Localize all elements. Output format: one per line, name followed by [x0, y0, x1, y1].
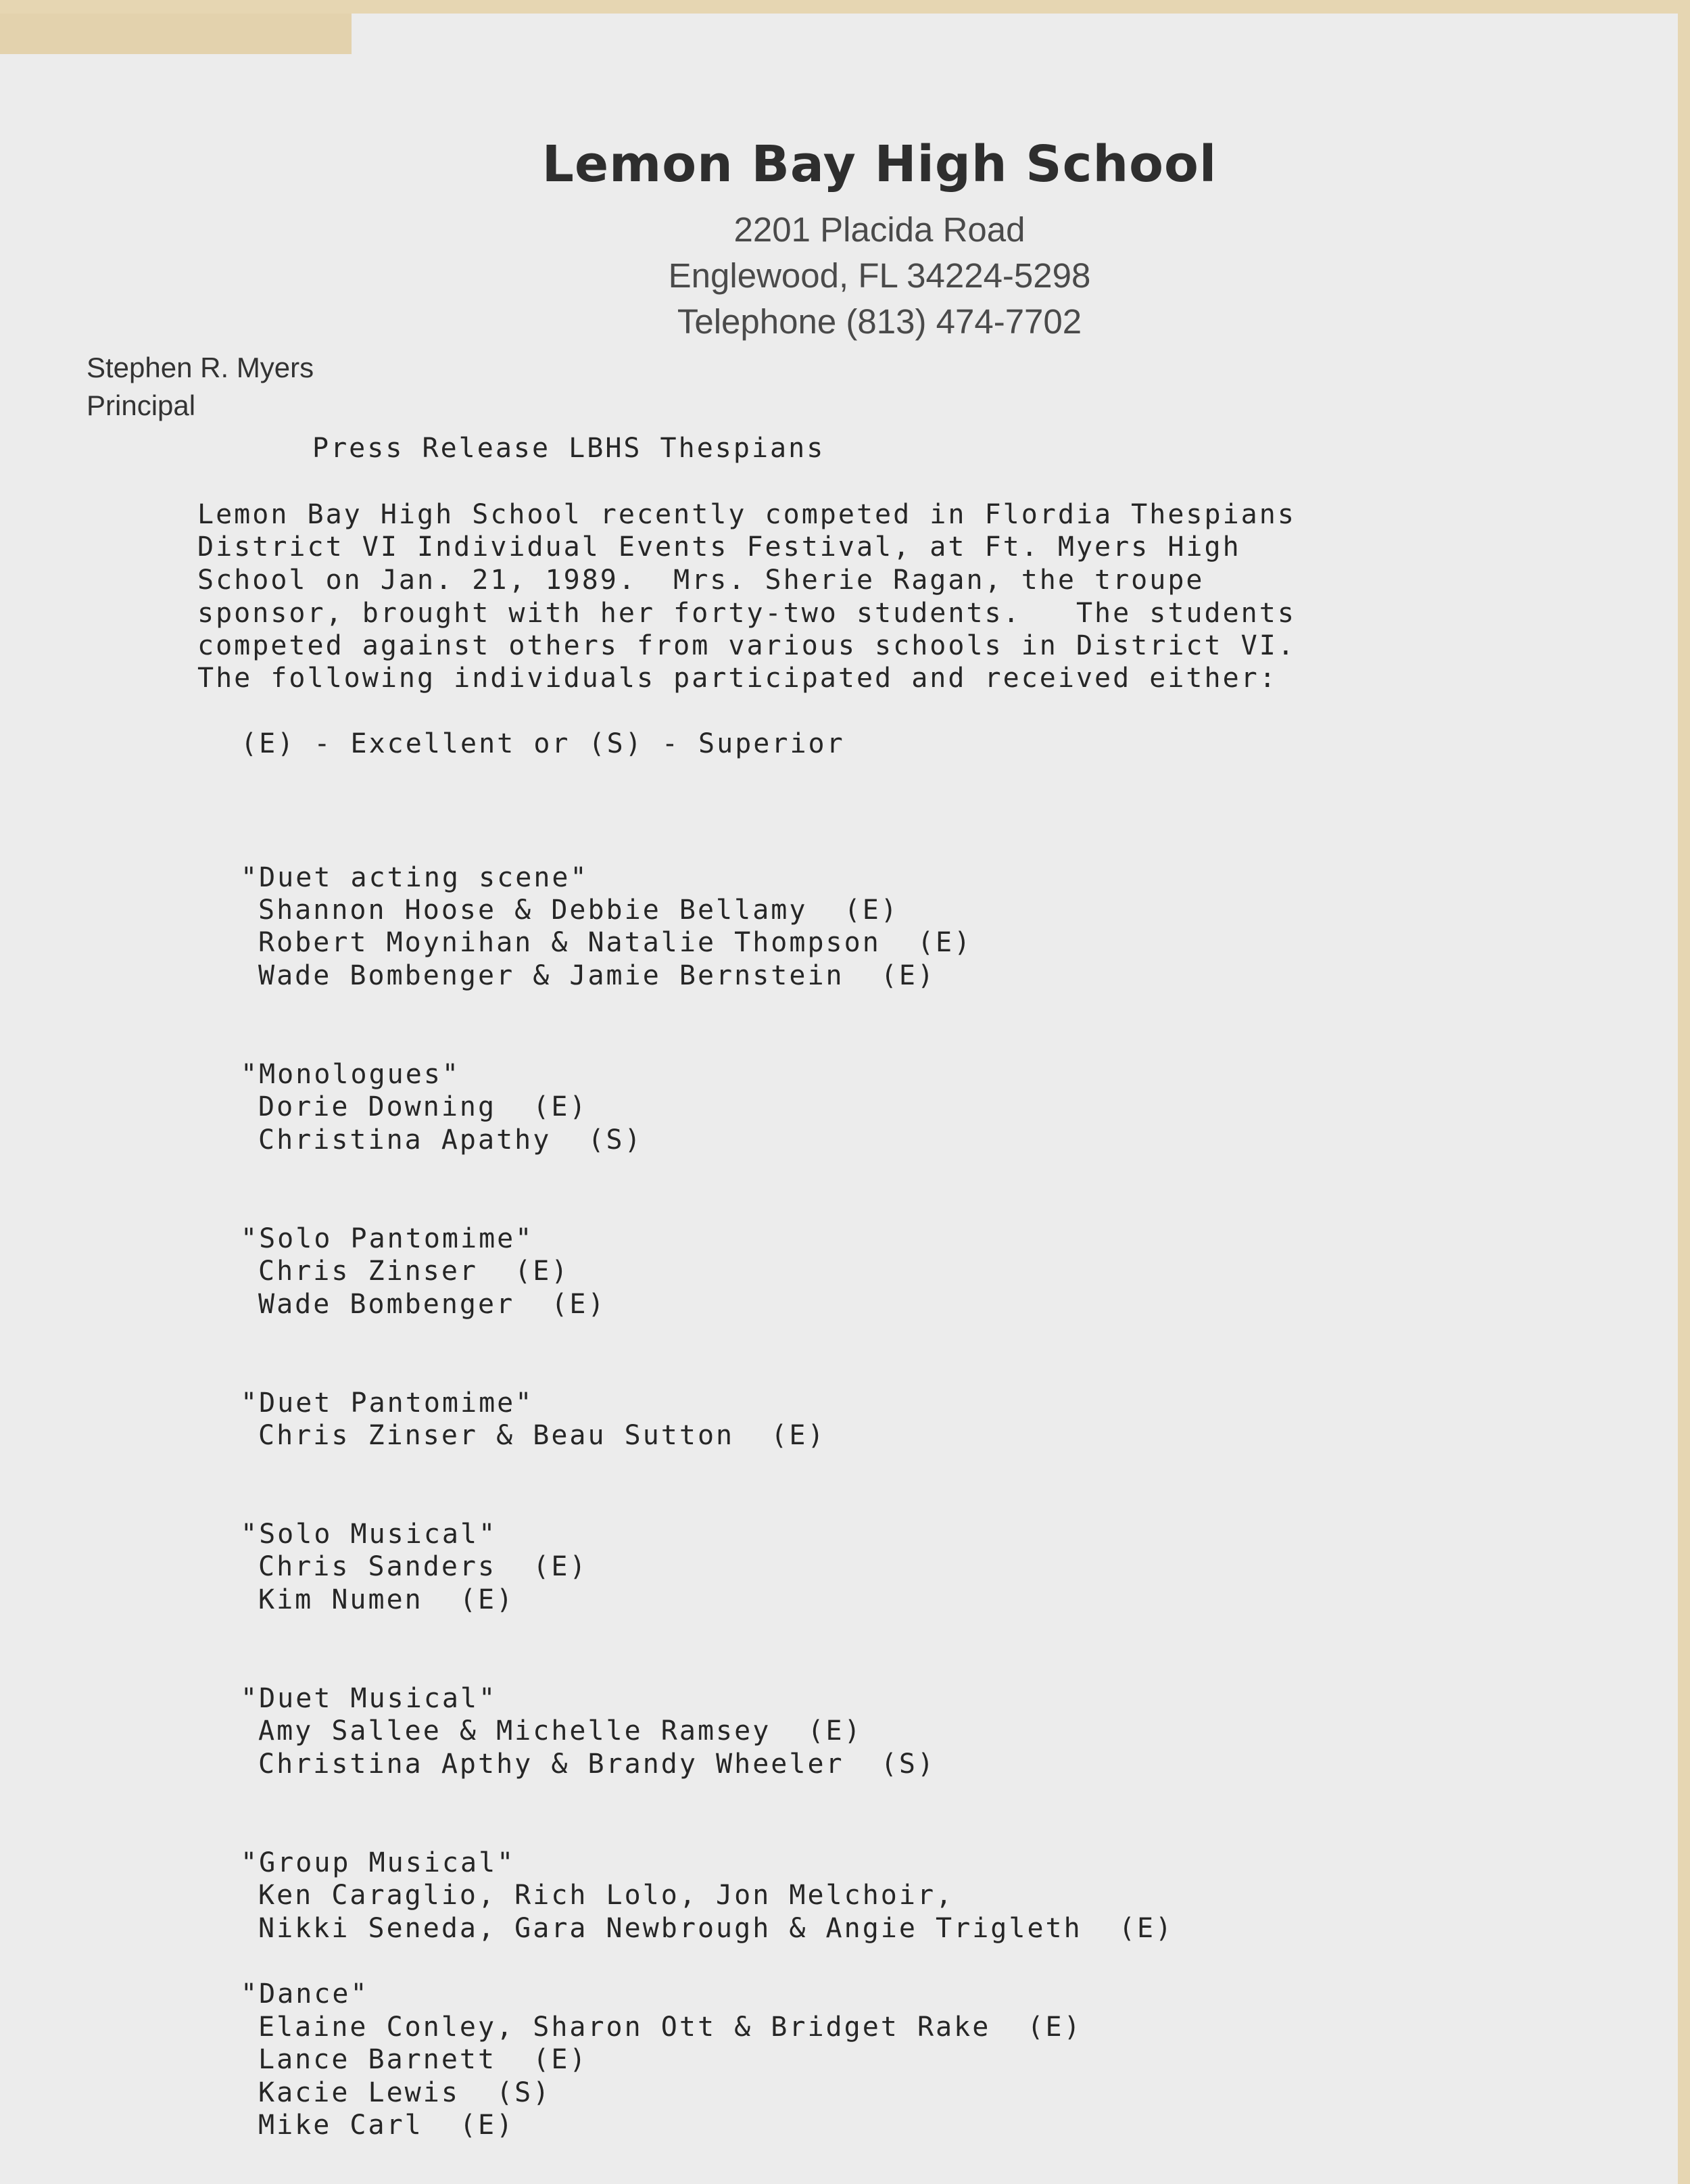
principal-name: Stephen R. Myers	[87, 352, 314, 383]
event-heading: "Duet Pantomime"	[241, 1387, 534, 1419]
event-heading: "Dance"	[241, 1978, 369, 2010]
event-entry: Kacie Lewis (S)	[258, 2077, 552, 2108]
event-heading: "Group Musical"	[241, 1847, 516, 1878]
document-page	[0, 14, 1678, 2184]
event-entry: Dorie Downing (E)	[258, 1091, 588, 1122]
body-line: School on Jan. 21, 1989. Mrs. Sherie Ragan, the troupe	[197, 565, 1205, 596]
event-entry: Wade Bombenger & Jamie Bernstein (E)	[258, 960, 936, 991]
school-name: Lemon Bay High School	[541, 135, 1217, 193]
torn-corner	[0, 14, 352, 54]
event-entry: Shannon Hoose & Debbie Bellamy (E)	[258, 895, 899, 926]
event-entry: Elaine Conley, Sharon Ott & Bridget Rake (E)	[258, 2012, 1082, 2043]
event-entry: Lance Barnett (E)	[258, 2044, 588, 2075]
event-heading: "Duet acting scene"	[241, 862, 589, 893]
event-entry: Wade Bombenger (E)	[258, 1289, 606, 1320]
address-city: Englewood, FL 34224-5298	[668, 256, 1091, 295]
event-entry: Chris Sanders (E)	[258, 1551, 588, 1582]
rating-legend: (E) - Excellent or (S) - Superior	[241, 728, 845, 759]
body-line: Lemon Bay High School recently competed in Flordia Thespians	[197, 499, 1296, 530]
event-entry: Amy Sallee & Michelle Ramsey (E)	[258, 1715, 863, 1747]
event-entry: Christina Apthy & Brandy Wheeler (S)	[258, 1749, 936, 1780]
event-heading: "Solo Pantomime"	[241, 1223, 534, 1254]
event-entry: Robert Moynihan & Natalie Thompson (E)	[258, 927, 973, 958]
body-line: competed against others from various schools in District VI.	[197, 630, 1296, 661]
principal-title: Principal	[87, 389, 196, 421]
body-line: sponsor, brought with her forty-two students. The students	[197, 598, 1296, 629]
address-street: 2201 Placida Road	[733, 210, 1025, 249]
event-entry: Ken Caraglio, Rich Lolo, Jon Melchoir,	[258, 1880, 955, 1911]
event-heading: "Duet Musical"	[241, 1683, 498, 1714]
event-heading: "Monologues"	[241, 1059, 460, 1090]
body-line: District VI Individual Events Festival, at Ft. Myers High	[197, 531, 1241, 563]
event-entry: Christina Apathy (S)	[258, 1124, 643, 1156]
event-heading: "Solo Musical"	[241, 1519, 498, 1550]
event-entry: Nikki Seneda, Gara Newbrough & Angie Trigleth (E)	[258, 1913, 1174, 1944]
telephone: Telephone (813) 474-7702	[677, 302, 1082, 341]
body-line: The following individuals participated and received either:	[197, 663, 1278, 694]
event-entry: Kim Numen (E)	[258, 1584, 515, 1615]
release-title: Press Release LBHS Thespians	[312, 433, 825, 464]
event-entry: Mike Carl (E)	[258, 2110, 515, 2141]
event-entry: Chris Zinser (E)	[258, 1256, 570, 1287]
event-entry: Chris Zinser & Beau Sutton (E)	[258, 1420, 826, 1451]
